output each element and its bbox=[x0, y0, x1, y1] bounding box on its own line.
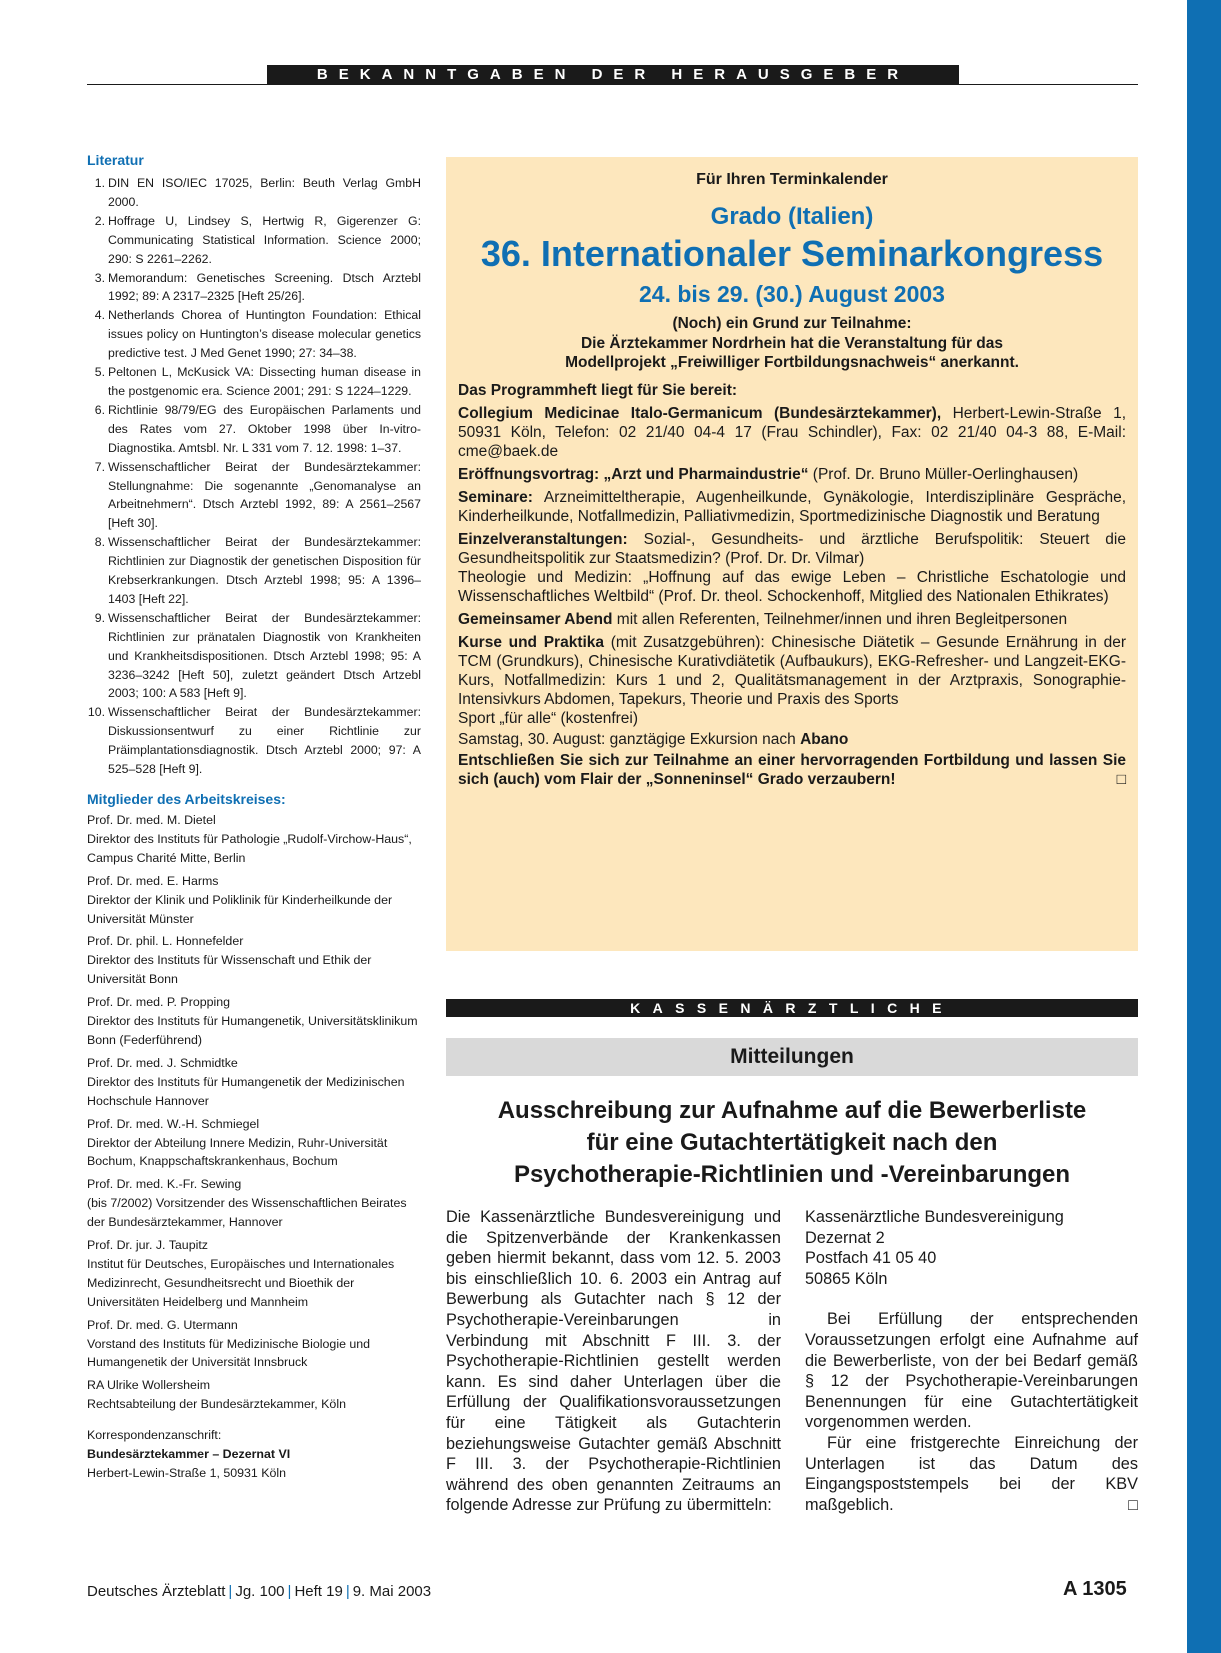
reason-line: Die Ärztekammer Nordrhein hat die Veranstaltung für das bbox=[580, 334, 1004, 352]
literature-item-text: Netherlands Chorea of Huntington Foundation: Ethical issues policy on Huntington’s disease molecular genetics predictive test. J Med Genet 1990; 27: 34–38. bbox=[108, 308, 421, 361]
literature-item bbox=[87, 306, 421, 363]
footer-citation bbox=[87, 1583, 431, 1600]
member-affiliation: Direktor des Instituts für Wissenschaft und Ethik der Universität Bonn bbox=[87, 953, 372, 987]
excursion-text: Samstag, 30. August: ganztägige Exkursion nach bbox=[458, 730, 801, 748]
address-line: Postfach 41 05 40 bbox=[805, 1249, 937, 1268]
announcement-paragraph-text: Für eine fristgerechte Einreichung der Unterlagen ist das Datum des Eingangspoststempels bei der KBV maßgeblich. bbox=[805, 1433, 1138, 1514]
member-entry bbox=[87, 1054, 421, 1111]
footer-date: 9. Mai 2003 bbox=[352, 1583, 432, 1600]
opening-text: (Prof. Dr. Bruno Müller-Oerlinghausen) bbox=[808, 465, 1079, 483]
congress-reason bbox=[458, 314, 1126, 373]
member-entry bbox=[87, 872, 421, 929]
literature-item-number: 9. bbox=[94, 610, 105, 625]
literature-item-number: 10. bbox=[87, 705, 105, 720]
page-number: A 1305 bbox=[1063, 1578, 1127, 1600]
member-affiliation: Direktor des Instituts für Pathologie „Rudolf-Virchow-Haus“, Campus Charité Mitte, Berlin bbox=[87, 831, 412, 865]
congress-calendar-label: Für Ihren Terminkalender bbox=[696, 171, 888, 188]
correspondence-address: Herbert-Lewin-Straße 1, 50931 Köln bbox=[87, 1466, 287, 1480]
correspondence-block bbox=[87, 1426, 421, 1483]
address-line: Kassenärztliche Bundesvereinigung bbox=[805, 1208, 1064, 1226]
reason-line: (Noch) ein Grund zur Teilnahme: bbox=[672, 315, 912, 332]
single-events-text: Sozial-, Gesundheits- und ärztliche Berufspolitik: Steuert die Gesundheitspolitik zur Staatsmedizin? (Prof. Dr. Dr. Vilmar) bbox=[458, 530, 1126, 567]
announcement-title-line: Psychotherapie-Richtlinien und -Vereinbarungen bbox=[513, 1161, 1071, 1188]
congress-location: Grado (Italien) bbox=[710, 203, 874, 230]
announcement-title-line: für eine Gutachtertätigkeit nach den bbox=[586, 1129, 998, 1156]
member-affiliation: (bis 7/2002) Vorsitzender des Wissenschaftlichen Beirates der Bundesärztekammer, Hannover bbox=[87, 1196, 407, 1230]
literature-item bbox=[87, 609, 421, 704]
literature-item bbox=[87, 458, 421, 534]
theology-text: Theologie und Medizin: „Hoffnung auf das ewige Leben – Christliche Eschatologie und Wissenschaftliches Weltbild“ (Prof. Dr. theol. Schockenhoff, Mitglied des Nationalen Ethikrates) bbox=[458, 568, 1126, 605]
footer-issue: Heft 19 bbox=[294, 1583, 343, 1600]
seminars-text: Arzneimitteltherapie, Augenheilkunde, Gynäkologie, Interdisziplinäre Gespräche, Kinderheilkunde, Notfallmedizin, Palliativmedizin, Sportmedizinische Diagnostik und Beratung bbox=[458, 488, 1126, 525]
congress-box bbox=[446, 157, 1138, 951]
single-events-label: Einzelveranstaltungen: bbox=[458, 530, 628, 548]
collegium-text: Herbert-Lewin-Straße 1, 50931 Köln, Telefon: 02 21/40 04-4 17 (Frau Schindler), Fax: 02 21/40 04-3 88, E-Mail: cme@baek.de bbox=[458, 404, 1127, 460]
literature-item-text: Wissenschaftlicher Beirat der Bundesärztekammer: Richtlinien zur Diagnostik der genetischen Disposition für Krebserkrankungen. Dtsch Arztebl 1998; 95: A 1396–1403 [Heft 22]. bbox=[108, 535, 421, 606]
member-entry bbox=[87, 1115, 421, 1172]
member-entry bbox=[87, 993, 421, 1050]
member-entry bbox=[87, 1376, 421, 1414]
member-name: Prof. Dr. med. M. Dietel bbox=[87, 813, 216, 827]
congress-dates: 24. bis 29. (30.) August 2003 bbox=[639, 281, 945, 307]
congress-title: 36. Internationaler Seminarkongress bbox=[480, 233, 1104, 274]
member-name: Prof. Dr. phil. L. Honnefelder bbox=[87, 934, 244, 949]
address-line: 50865 Köln bbox=[805, 1269, 888, 1288]
courses-label: Kurse und Praktika bbox=[458, 633, 605, 651]
literature-item bbox=[87, 401, 421, 458]
opening-label: Eröffnungsvortrag: „Arzt und Pharmaindustrie“ bbox=[458, 465, 809, 483]
member-name: Prof. Dr. med. J. Schmidtke bbox=[87, 1055, 238, 1070]
literature-item bbox=[87, 703, 421, 779]
correspondence-name: Bundesärztekammer – Dezernat VI bbox=[87, 1447, 291, 1462]
literature-item-text: Wissenschaftlicher Beirat der Bundesärztekammer: Diskussionsentwurf zu einer Richtlinie zur Präimplantationsdiagnostik. Dtsch Arztebl 2000; 97: A 525–528 [Heft 9]. bbox=[108, 705, 421, 777]
literature-item-number: 1. bbox=[94, 176, 105, 190]
member-affiliation: Direktor der Klinik und Poliklinik für Kinderheilkunde der Universität Münster bbox=[87, 892, 393, 926]
address-line: Dezernat 2 bbox=[805, 1228, 885, 1247]
literature-item-number: 2. bbox=[94, 213, 105, 228]
program-ready: Das Programmheft liegt für Sie bereit: bbox=[458, 381, 738, 399]
literature-item-text: Peltonen L, McKusick VA: Dissecting human disease in the postgenomic era. Science 2001; 291: S 1224–1229. bbox=[108, 365, 421, 398]
sport-text: Sport „für alle“ (kostenfrei) bbox=[458, 709, 639, 727]
literature-item-number: 6. bbox=[94, 402, 105, 417]
footer-separator: | bbox=[228, 1583, 233, 1600]
announcement-column-1: Die Kassenärztliche Bundesvereinigung und die Spitzenverbände der Krankenkassen geben hiermit bekannt, dass vom 12. 5. 2003 bis einschließlich 10. 6. 2003 ein Antrag auf Bewerbung als Gutachter nach § 12 der Psychotherapie-Vereinbarungen in Verbindung mit Abschnitt F III. 3. der Psychotherapie-Richtlinien gestellt werden kann. Es sind daher Unterlagen über die Erfüllung der Qualifikationsvoraussetzungen für eine Tätigkeit als Gutachterin beziehungsweise Gutachter gemäß Abschnitt F III. 3. der Psychotherapie-Richtlinien während des oben genannten Zeitraums an folgende Adresse zur Prüfung zu übermitteln: bbox=[446, 1208, 781, 1515]
congress-program bbox=[458, 381, 1126, 789]
member-affiliation: Direktor der Abteilung Innere Medizin, Ruhr-Universität Bochum, Knappschaftskrankenhaus, Bochum bbox=[87, 1135, 388, 1169]
literature-item-number: 4. bbox=[94, 308, 105, 323]
literature-list bbox=[87, 174, 421, 779]
members-list bbox=[87, 811, 421, 1414]
announcement-paragraph bbox=[805, 1433, 1138, 1515]
correspondence-label: Korrespondenzanschrift: bbox=[87, 1428, 222, 1443]
member-affiliation: Vorstand des Instituts für Medizinische Biologie und Humangenetik der Universität Innsbruck bbox=[87, 1336, 371, 1370]
literature-item-text: Wissenschaftlicher Beirat der Bundesärztekammer: Richtlinien zur pränatalen Diagnostik von Krankheiten und Krankheitsdispositionen. Dtsch Arztebl 1998; 95: A 3236–3242 [Heft 50], zuletzt geändert Dtsch Artzebl 2003; 100: A 583 [Heft 9]. bbox=[108, 610, 421, 701]
literature-item-text: Memorandum: Genetisches Screening. Dtsch Arztebl 1992; 89: A 2317–2325 [Heft 25/26]. bbox=[108, 270, 421, 304]
excursion-place: Abano bbox=[800, 730, 849, 748]
member-entry bbox=[87, 1236, 421, 1312]
literature-item bbox=[87, 174, 421, 212]
footer-journal: Deutsches Ärzteblatt bbox=[87, 1583, 226, 1600]
literature-item-number: 5. bbox=[94, 365, 105, 380]
member-name: Prof. Dr. med. W.-H. Schmiegel bbox=[87, 1116, 260, 1131]
congress-closing: Entschließen Sie sich zur Teilnahme an einer hervorragenden Fortbildung und lassen Sie sich (auch) vom Flair der „Sonneninsel“ Grado verzaubern! bbox=[458, 751, 1126, 788]
announcement-title-line: Ausschreibung zur Aufnahme auf die Bewerberliste bbox=[497, 1097, 1087, 1124]
section-heading-mitteilungen: Mitteilungen bbox=[446, 1038, 1138, 1076]
member-entry bbox=[87, 811, 421, 868]
end-mark: □ bbox=[1128, 1495, 1138, 1514]
collegium-label: Collegium Medicinae Italo-Germanicum (Bundesärztekammer), bbox=[458, 404, 942, 422]
literature-item-text: Hoffrage U, Lindsey S, Hertwig R, Gigerenzer G: Communicating Statistical Information. Science 2000; 290: S 2261–2262. bbox=[108, 213, 421, 266]
side-color-strip bbox=[1187, 0, 1221, 1653]
member-entry bbox=[87, 1316, 421, 1373]
member-affiliation: Direktor des Instituts für Humangenetik, Universitätsklinikum Bonn (Federführend) bbox=[87, 1014, 418, 1047]
kbv-address bbox=[805, 1207, 1138, 1289]
member-name: RA Ulrike Wollersheim bbox=[87, 1378, 211, 1393]
evening-label: Gemeinsamer Abend bbox=[458, 610, 613, 628]
member-affiliation: Institut für Deutsches, Europäisches und Internationales Medizinrecht, Gesundheitsrecht und Bioethik der Universitäten Heidelberg und Mannheim bbox=[87, 1256, 395, 1309]
header-band: BEKANNTGABEN DER HERAUSGEBER bbox=[267, 65, 959, 85]
member-name: Prof. Dr. med. K.-Fr. Sewing bbox=[87, 1177, 242, 1192]
literature-item-number: 3. bbox=[94, 270, 105, 285]
reason-line: Modellprojekt „Freiwilliger Fortbildungsnachweis“ anerkannt. bbox=[565, 354, 1019, 371]
end-mark: □ bbox=[1116, 770, 1126, 788]
member-name: Prof. Dr. med. E. Harms bbox=[87, 873, 219, 888]
member-affiliation: Rechtsabteilung der Bundesärztekammer, Köln bbox=[87, 1397, 346, 1412]
member-affiliation: Direktor des Instituts für Humangenetik der Medizinischen Hochschule Hannover bbox=[87, 1074, 405, 1108]
literature-heading: Literatur bbox=[87, 152, 144, 168]
literature-item bbox=[87, 269, 421, 307]
literature-item-text: Richtlinie 98/79/EG des Europäischen Parlaments und des Rates vom 27. Oktober 1998 über In-vitro-Diagnostika. Amtsbl. Nr. L 331 vom 7. 12. 1998: 1–37. bbox=[108, 402, 421, 455]
members-heading: Mitglieder des Arbeitskreises: bbox=[87, 791, 286, 807]
literature-item-number: 8. bbox=[94, 535, 105, 550]
literature-item bbox=[87, 212, 421, 269]
footer-separator: | bbox=[345, 1583, 350, 1600]
member-entry bbox=[87, 1175, 421, 1232]
member-name: Prof. Dr. med. G. Utermann bbox=[87, 1317, 238, 1332]
kbv-band: KASSENÄRZTLICHE BUNDESVEREINIGUNG bbox=[446, 999, 1138, 1017]
announcement-column-2 bbox=[805, 1207, 1138, 1515]
announcement-title bbox=[446, 1095, 1138, 1191]
literature-item-text: Wissenschaftlicher Beirat der Bundesärztekammer: Stellungnahme: Die sogenannte „Genomanalyse an Arbeitnehmern“. Dtsch Arztebl 1992, 89: A 2561–2567 [Heft 30]. bbox=[108, 459, 421, 531]
member-name: Prof. Dr. med. P. Propping bbox=[87, 995, 231, 1010]
footer-separator: | bbox=[287, 1583, 292, 1600]
seminars-label: Seminare: bbox=[458, 488, 533, 506]
literature-item-number: 7. bbox=[94, 459, 105, 474]
literature-item bbox=[87, 533, 421, 609]
member-name: Prof. Dr. jur. J. Taupitz bbox=[87, 1238, 208, 1253]
literature-item bbox=[87, 363, 421, 401]
footer-volume: Jg. 100 bbox=[235, 1583, 285, 1600]
courses-text: (mit Zusatzgebühren): Chinesische Diätetik – Gesunde Ernährung in der TCM (Grundkurs), Chinesische Kurativdiätetik (Aufbaukurs), EKG-Refresher- und Langzeit-EKG-Kurs, Notfallmedizin: Kurs 1 und 2, Qualitätsmanagement in der Arztpraxis, Sonographie-Intensivkurs Abdomen, Tapekurs, Theorie und Praxis des Sports bbox=[458, 633, 1126, 708]
announcement-paragraph: Bei Erfüllung der entsprechenden Voraussetzungen erfolgt eine Aufnahme auf die Bewerberliste, von der bei Bedarf gemäß § 12 der Psychotherapie-Vereinbarungen Benennungen für eine Gutachtertätigkeit vorgenommen werden. bbox=[805, 1310, 1138, 1432]
left-column bbox=[87, 152, 421, 1483]
evening-text: mit allen Referenten, Teilnehmer/innen und ihren Begleitpersonen bbox=[612, 610, 1068, 628]
member-entry bbox=[87, 932, 421, 989]
literature-item-text: DIN EN ISO/IEC 17025, Berlin: Beuth Verlag GmbH 2000. bbox=[108, 176, 421, 209]
